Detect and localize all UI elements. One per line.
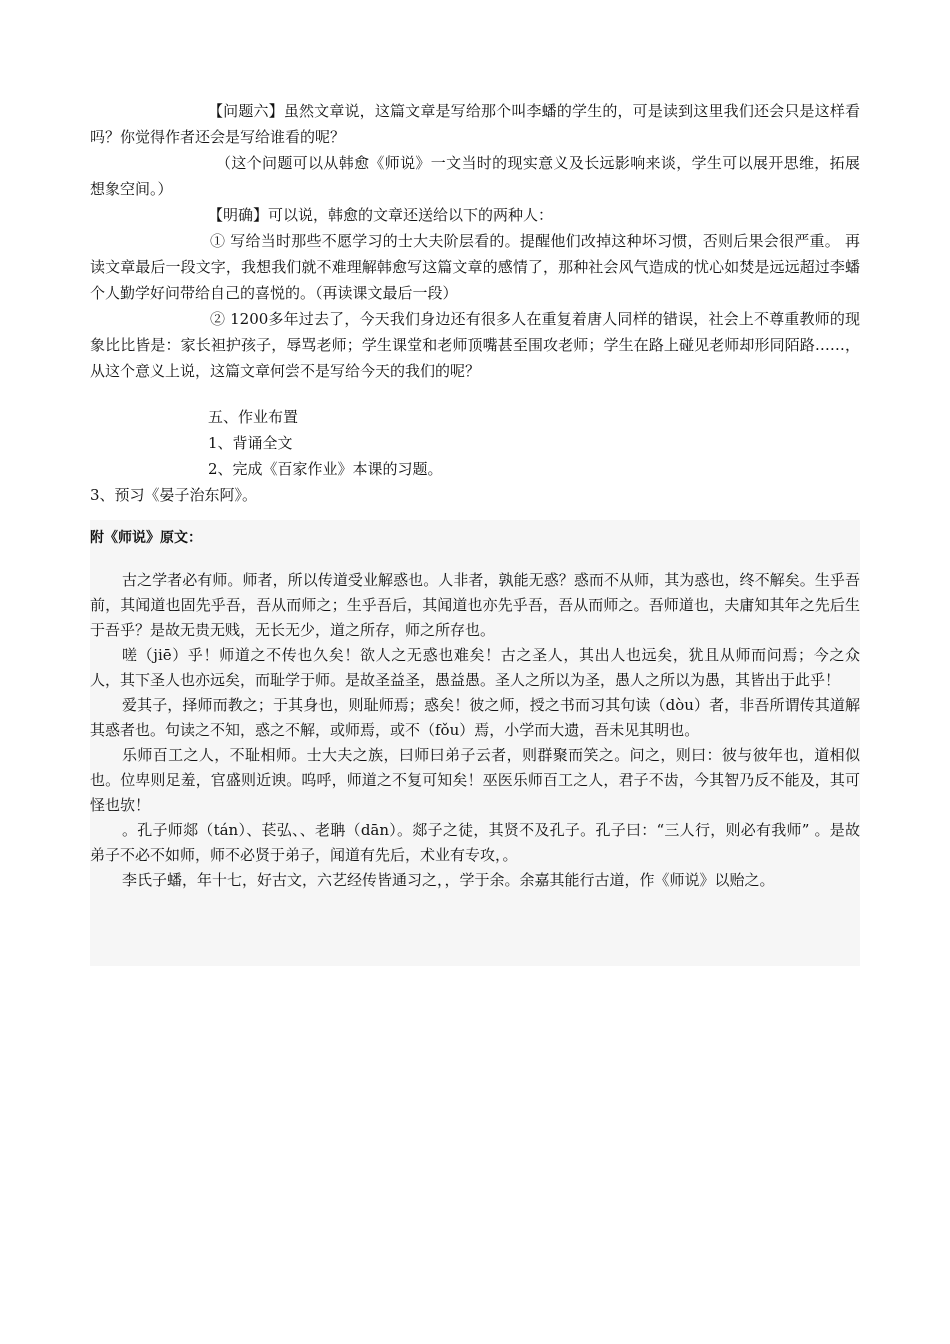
clarify-point-two: ② 1200多年过去了，今天我们身边还有很多人在重复着唐人同样的错误，社会上不尊重教师的现象比比皆是：家长袒护孩子，辱骂老师；学生课堂和老师顶嘴甚至围攻老师；学生在路上碰见老师却形同陌路……，从这个意义上说，这篇文章何尝不是写给今天的我们的呢？ bbox=[90, 310, 860, 380]
clarify-heading: 【明确】可以说，韩愈的文章还送给以下的两种人： bbox=[208, 206, 554, 224]
appendix-paragraph: 。孔子师郯（tán）、苌弘、、老聃（dān）。郯子之徒，其贤不及孔子。孔子曰：“三人行，则必有我师” 。是故弟子不必不如师，师不必贤于弟子，闻道有先后，术业有专攻，。 bbox=[90, 821, 860, 864]
homework-item-2: 2、完成《百家作业》本课的习题。 bbox=[208, 460, 443, 478]
appendix-body bbox=[90, 568, 860, 893]
homework-heading: 五、作业布置 bbox=[208, 408, 299, 426]
clarify-point-one: ① 写给当时那些不愿学习的士大夫阶层看的。提醒他们改掉这种坏习惯，否则后果会很严重。 再读文章最后一段文字，我想我们就不难理解韩愈写这篇文章的感情了，那种社会风气造成的忧心如焚是远远超过李蟠个人勤学好问带给自己的喜悦的。（再读课文最后一段） bbox=[90, 232, 860, 302]
appendix-original-text bbox=[90, 520, 860, 966]
appendix-title: 附《师说》原文： bbox=[90, 530, 202, 546]
appendix-paragraph: 古之学者必有师。师者，所以传道受业解惑也。人非者，孰能无惑？惑而不从师，其为惑也，终不解矣。生乎吾前，其闻道也固先乎吾，吾从而师之；生乎吾后，其闻道也亦先乎吾，吾从而师之。吾师道也，夫庸知其年之先后生于吾乎？是故无贵无贱，无长无少，道之所存，师之所存也。 bbox=[90, 571, 860, 639]
lesson-discussion bbox=[90, 98, 860, 508]
homework-item-1: 1、背诵全文 bbox=[208, 434, 293, 452]
appendix-paragraph: 乐师百工之人，不耻相师。士大夫之族，曰师曰弟子云者，则群聚而笑之。问之，则曰：彼与彼年也，道相似也。位卑则足羞，官盛则近谀。呜呼，师道之不复可知矣！巫医乐师百工之人，君子不齿，今其智乃反不能及，其可怪也欤！ bbox=[90, 746, 860, 814]
question-six-hint: （这个问题可以从韩愈《师说》一文当时的现实意义及长远影响来谈，学生可以展开思维，拓展想象空间。） bbox=[90, 154, 860, 198]
appendix-paragraph: 嗟（jiē）乎！师道之不传也久矣！欲人之无惑也难矣！古之圣人，其出人也远矣，犹且从师而问焉；今之众人，其下圣人也亦远矣，而耻学于师。是故圣益圣，愚益愚。圣人之所以为圣，愚人之所以为愚，其皆出于此乎！ bbox=[90, 646, 860, 689]
appendix-paragraph: 爱其子，择师而教之；于其身也，则耻师焉；惑矣！彼之师，授之书而习其句读（dòu）者，非吾所谓传其道解其惑者也。句读之不知，惑之不解，或师焉，或不（fǒu）焉，小学而大遗，吾未见其明也。 bbox=[90, 696, 860, 739]
appendix-paragraph: 李氏子蟠，年十七，好古文，六艺经传皆通习之，，学于余。余嘉其能行古道，作《师说》以贻之。 bbox=[122, 871, 775, 889]
homework-item-3: 3、预习《晏子治东阿》。 bbox=[90, 486, 258, 504]
question-six: 【问题六】虽然文章说，这篇文章是写给那个叫李蟠的学生的，可是读到这里我们还会只是这样看吗？你觉得作者还会是写给谁看的呢？ bbox=[90, 102, 860, 146]
